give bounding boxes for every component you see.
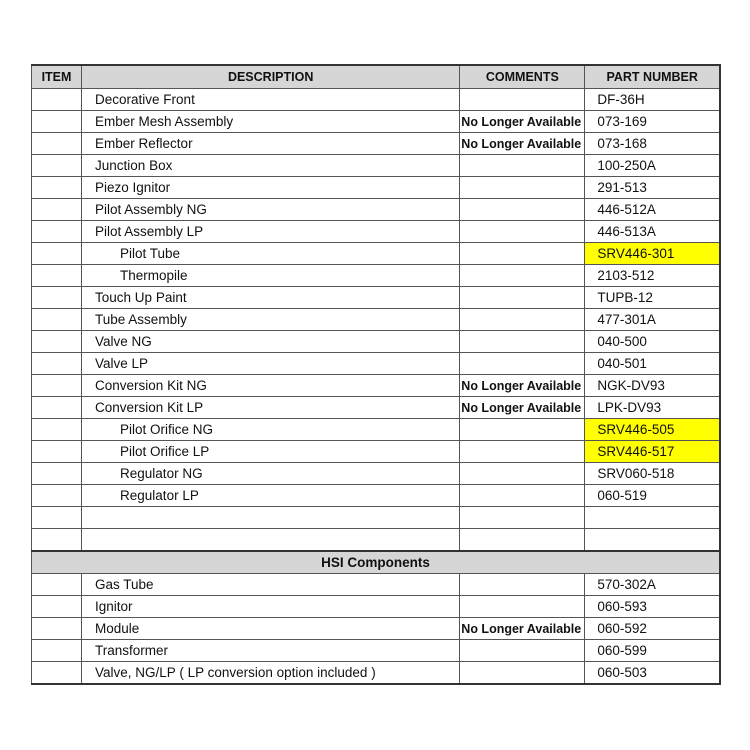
main-parts-body	[32, 89, 721, 507]
hsi-section-header	[32, 551, 721, 574]
parts-table	[31, 64, 721, 685]
table-row	[32, 199, 721, 221]
description-cell: Gas Tube	[82, 574, 460, 596]
comments-column-header: COMMENTS	[460, 65, 585, 89]
comment-cell: No Longer Available	[460, 618, 585, 640]
blank-cell	[585, 507, 720, 529]
table-row	[32, 640, 721, 662]
blank-row	[32, 529, 721, 552]
part-number-cell: 073-169	[585, 111, 720, 133]
blank-cell	[460, 507, 585, 529]
item-cell	[32, 397, 82, 419]
description-cell: Pilot Assembly LP	[82, 221, 460, 243]
item-cell	[32, 574, 82, 596]
comment-cell: No Longer Available	[460, 111, 585, 133]
description-cell: Junction Box	[82, 155, 460, 177]
blank-rows	[32, 507, 721, 552]
part-number-cell: 100-250A	[585, 155, 720, 177]
part-number-cell: 060-592	[585, 618, 720, 640]
comment-cell	[460, 155, 585, 177]
part-number-cell: 477-301A	[585, 309, 720, 331]
part-number-cell: 446-513A	[585, 221, 720, 243]
item-column-header: ITEM	[32, 65, 82, 89]
item-cell	[32, 331, 82, 353]
description-cell: Pilot Orifice LP	[82, 441, 460, 463]
comment-cell	[460, 331, 585, 353]
table-row	[32, 111, 721, 133]
description-cell: Ignitor	[82, 596, 460, 618]
table-row	[32, 574, 721, 596]
comment-cell	[460, 640, 585, 662]
table-row	[32, 133, 721, 155]
item-cell	[32, 309, 82, 331]
description-cell: Valve, NG/LP ( LP conversion option included )	[82, 662, 460, 685]
description-cell: Thermopile	[82, 265, 460, 287]
description-cell: Conversion Kit NG	[82, 375, 460, 397]
section-title-row	[32, 551, 721, 574]
item-cell	[32, 199, 82, 221]
comment-cell	[460, 287, 585, 309]
comment-cell	[460, 596, 585, 618]
item-cell	[32, 133, 82, 155]
table-row	[32, 287, 721, 309]
comment-cell	[460, 662, 585, 685]
table-row	[32, 89, 721, 111]
description-cell: Pilot Orifice NG	[82, 419, 460, 441]
table-row	[32, 485, 721, 507]
part-number-cell: 073-168	[585, 133, 720, 155]
comment-cell: No Longer Available	[460, 375, 585, 397]
comment-cell	[460, 89, 585, 111]
description-cell: Valve NG	[82, 331, 460, 353]
item-cell	[32, 221, 82, 243]
comment-cell	[460, 419, 585, 441]
comment-cell	[460, 441, 585, 463]
item-cell	[32, 155, 82, 177]
blank-row	[32, 507, 721, 529]
blank-cell	[460, 529, 585, 552]
parts-list-sheet	[31, 64, 721, 685]
item-cell	[32, 375, 82, 397]
item-cell	[32, 89, 82, 111]
item-cell	[32, 441, 82, 463]
part-number-cell: SRV446-517	[585, 441, 720, 463]
description-cell: Pilot Tube	[82, 243, 460, 265]
part-number-cell: SRV060-518	[585, 463, 720, 485]
description-column-header: DESCRIPTION	[82, 65, 460, 89]
section-title: HSI Components	[32, 551, 721, 574]
description-cell: Tube Assembly	[82, 309, 460, 331]
blank-cell	[32, 507, 82, 529]
table-row	[32, 596, 721, 618]
table-row	[32, 243, 721, 265]
table-row	[32, 397, 721, 419]
table-row	[32, 309, 721, 331]
description-cell: Module	[82, 618, 460, 640]
table-row	[32, 221, 721, 243]
blank-cell	[82, 507, 460, 529]
part-number-cell: SRV446-301	[585, 243, 720, 265]
part-number-cell: 060-599	[585, 640, 720, 662]
description-cell: Transformer	[82, 640, 460, 662]
description-cell: Regulator LP	[82, 485, 460, 507]
comment-cell	[460, 485, 585, 507]
part-number-cell: DF-36H	[585, 89, 720, 111]
part-number-cell: NGK-DV93	[585, 375, 720, 397]
table-row	[32, 419, 721, 441]
description-cell: Decorative Front	[82, 89, 460, 111]
part-number-cell: 040-500	[585, 331, 720, 353]
description-cell: Piezo Ignitor	[82, 177, 460, 199]
hsi-parts-body	[32, 574, 721, 685]
table-row	[32, 331, 721, 353]
part-number-column-header: PART NUMBER	[585, 65, 720, 89]
table-row	[32, 463, 721, 485]
comment-cell	[460, 221, 585, 243]
item-cell	[32, 353, 82, 375]
part-number-cell: LPK-DV93	[585, 397, 720, 419]
blank-cell	[585, 529, 720, 552]
table-row	[32, 177, 721, 199]
part-number-cell: 446-512A	[585, 199, 720, 221]
comment-cell	[460, 265, 585, 287]
comment-cell	[460, 177, 585, 199]
item-cell	[32, 243, 82, 265]
item-cell	[32, 419, 82, 441]
comment-cell	[460, 199, 585, 221]
comment-cell	[460, 243, 585, 265]
item-cell	[32, 265, 82, 287]
item-cell	[32, 596, 82, 618]
comment-cell	[460, 574, 585, 596]
comment-cell: No Longer Available	[460, 133, 585, 155]
item-cell	[32, 662, 82, 685]
description-cell: Conversion Kit LP	[82, 397, 460, 419]
description-cell: Touch Up Paint	[82, 287, 460, 309]
part-number-cell: 040-501	[585, 353, 720, 375]
blank-cell	[82, 529, 460, 552]
table-row	[32, 155, 721, 177]
comment-cell: No Longer Available	[460, 397, 585, 419]
part-number-cell: 291-513	[585, 177, 720, 199]
table-row	[32, 265, 721, 287]
part-number-cell: 060-593	[585, 596, 720, 618]
table-row	[32, 353, 721, 375]
blank-cell	[32, 529, 82, 552]
item-cell	[32, 485, 82, 507]
part-number-cell: SRV446-505	[585, 419, 720, 441]
table-row	[32, 441, 721, 463]
item-cell	[32, 618, 82, 640]
item-cell	[32, 287, 82, 309]
description-cell: Ember Mesh Assembly	[82, 111, 460, 133]
description-cell: Valve LP	[82, 353, 460, 375]
part-number-cell: 2103-512	[585, 265, 720, 287]
item-cell	[32, 177, 82, 199]
part-number-cell: TUPB-12	[585, 287, 720, 309]
comment-cell	[460, 463, 585, 485]
description-cell: Pilot Assembly NG	[82, 199, 460, 221]
table-row	[32, 375, 721, 397]
comment-cell	[460, 309, 585, 331]
part-number-cell: 060-503	[585, 662, 720, 685]
table-row	[32, 618, 721, 640]
part-number-cell: 060-519	[585, 485, 720, 507]
table-row	[32, 662, 721, 685]
item-cell	[32, 463, 82, 485]
part-number-cell: 570-302A	[585, 574, 720, 596]
description-cell: Ember Reflector	[82, 133, 460, 155]
item-cell	[32, 111, 82, 133]
item-cell	[32, 640, 82, 662]
header-row	[32, 65, 721, 89]
description-cell: Regulator NG	[82, 463, 460, 485]
comment-cell	[460, 353, 585, 375]
